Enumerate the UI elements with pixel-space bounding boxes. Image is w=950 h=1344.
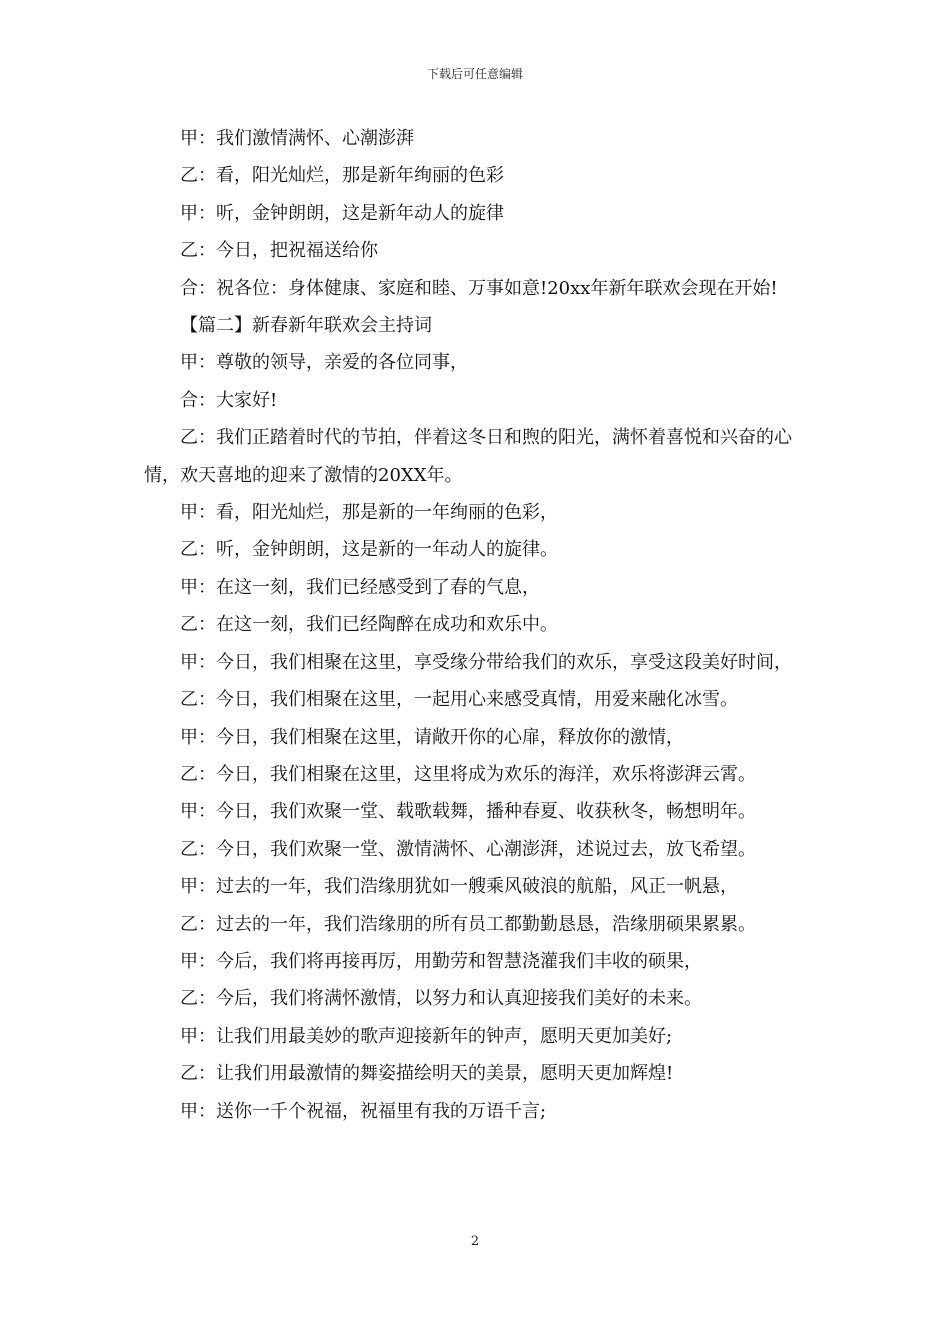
section-heading: 【篇二】新春新年联欢会主持词 bbox=[180, 315, 432, 337]
paragraph: 甲：今日，我们欢聚一堂、载歌载舞，播种春夏、收获秋冬，畅想明年。 bbox=[180, 801, 756, 823]
paragraph: 乙：听，金钟朗朗，这是新的一年动人的旋律。 bbox=[180, 539, 558, 561]
paragraph: 合：祝各位：身体健康、家庭和睦、万事如意!20xx年新年联欢会现在开始! bbox=[180, 277, 778, 299]
paragraph: 甲：尊敬的领导，亲爱的各位同事， bbox=[180, 352, 468, 374]
paragraph: 乙：过去的一年，我们浩缘朋的所有员工都勤勤恳恳，浩缘朋硕果累累。 bbox=[180, 913, 756, 935]
paragraph: 乙：让我们用最激情的舞姿描绘明天的美景，愿明天更加辉煌! bbox=[180, 1063, 674, 1085]
paragraph: 甲：今日，我们相聚在这里，享受缘分带给我们的欢乐，享受这段美好时间， bbox=[180, 651, 792, 673]
document-body bbox=[144, 120, 808, 1130]
paragraph: 甲：今日，我们相聚在这里，请敞开你的心扉，释放你的激情， bbox=[180, 726, 684, 748]
paragraph: 乙：今后，我们将满怀激情，以努力和认真迎接我们美好的未来。 bbox=[180, 988, 702, 1010]
paragraph: 乙：在这一刻，我们已经陶醉在成功和欢乐中。 bbox=[180, 614, 558, 636]
page-number: 2 bbox=[470, 1234, 480, 1249]
paragraph: 甲：今后，我们将再接再厉，用勤劳和智慧浇灌我们丰收的硕果， bbox=[180, 950, 702, 972]
paragraph: 乙：今日，把祝福送给你 bbox=[180, 240, 378, 262]
paragraph: 合：大家好! bbox=[180, 389, 278, 411]
paragraph: 甲：让我们用最美妙的歌声迎接新年的钟声，愿明天更加美好; bbox=[180, 1025, 673, 1047]
paragraph: 甲：听，金钟朗朗，这是新年动人的旋律 bbox=[180, 202, 504, 224]
paragraph: 甲：我们激情满怀、心潮澎湃 bbox=[180, 128, 414, 149]
paragraph: 乙：我们正踏着时代的节拍，伴着这冬日和煦的阳光，满怀着喜悦和兴奋的心情，欢天喜地的迎来了激情的20XX年。 bbox=[144, 427, 792, 486]
paragraph: 甲：过去的一年，我们浩缘朋犹如一艘乘风破浪的航船，风正一帆悬， bbox=[180, 876, 738, 898]
paragraph: 甲：在这一刻，我们已经感受到了春的气息， bbox=[180, 576, 540, 598]
paragraph: 甲：送你一千个祝福，祝福里有我的万语千言; bbox=[180, 1100, 547, 1122]
page-header: 下载后可任意编辑 bbox=[426, 67, 523, 81]
paragraph: 乙：今日，我们相聚在这里，这里将成为欢乐的海洋，欢乐将澎湃云霄。 bbox=[180, 763, 756, 785]
paragraph: 乙：看，阳光灿烂，那是新年绚丽的色彩 bbox=[180, 165, 504, 187]
paragraph: 乙：今日，我们相聚在这里，一起用心来感受真情，用爱来融化冰雪。 bbox=[180, 689, 738, 711]
paragraph: 乙：今日，我们欢聚一堂、激情满怀、心潮澎湃，述说过去，放飞希望。 bbox=[180, 838, 756, 860]
paragraph: 甲：看，阳光灿烂，那是新的一年绚丽的色彩， bbox=[180, 502, 558, 524]
